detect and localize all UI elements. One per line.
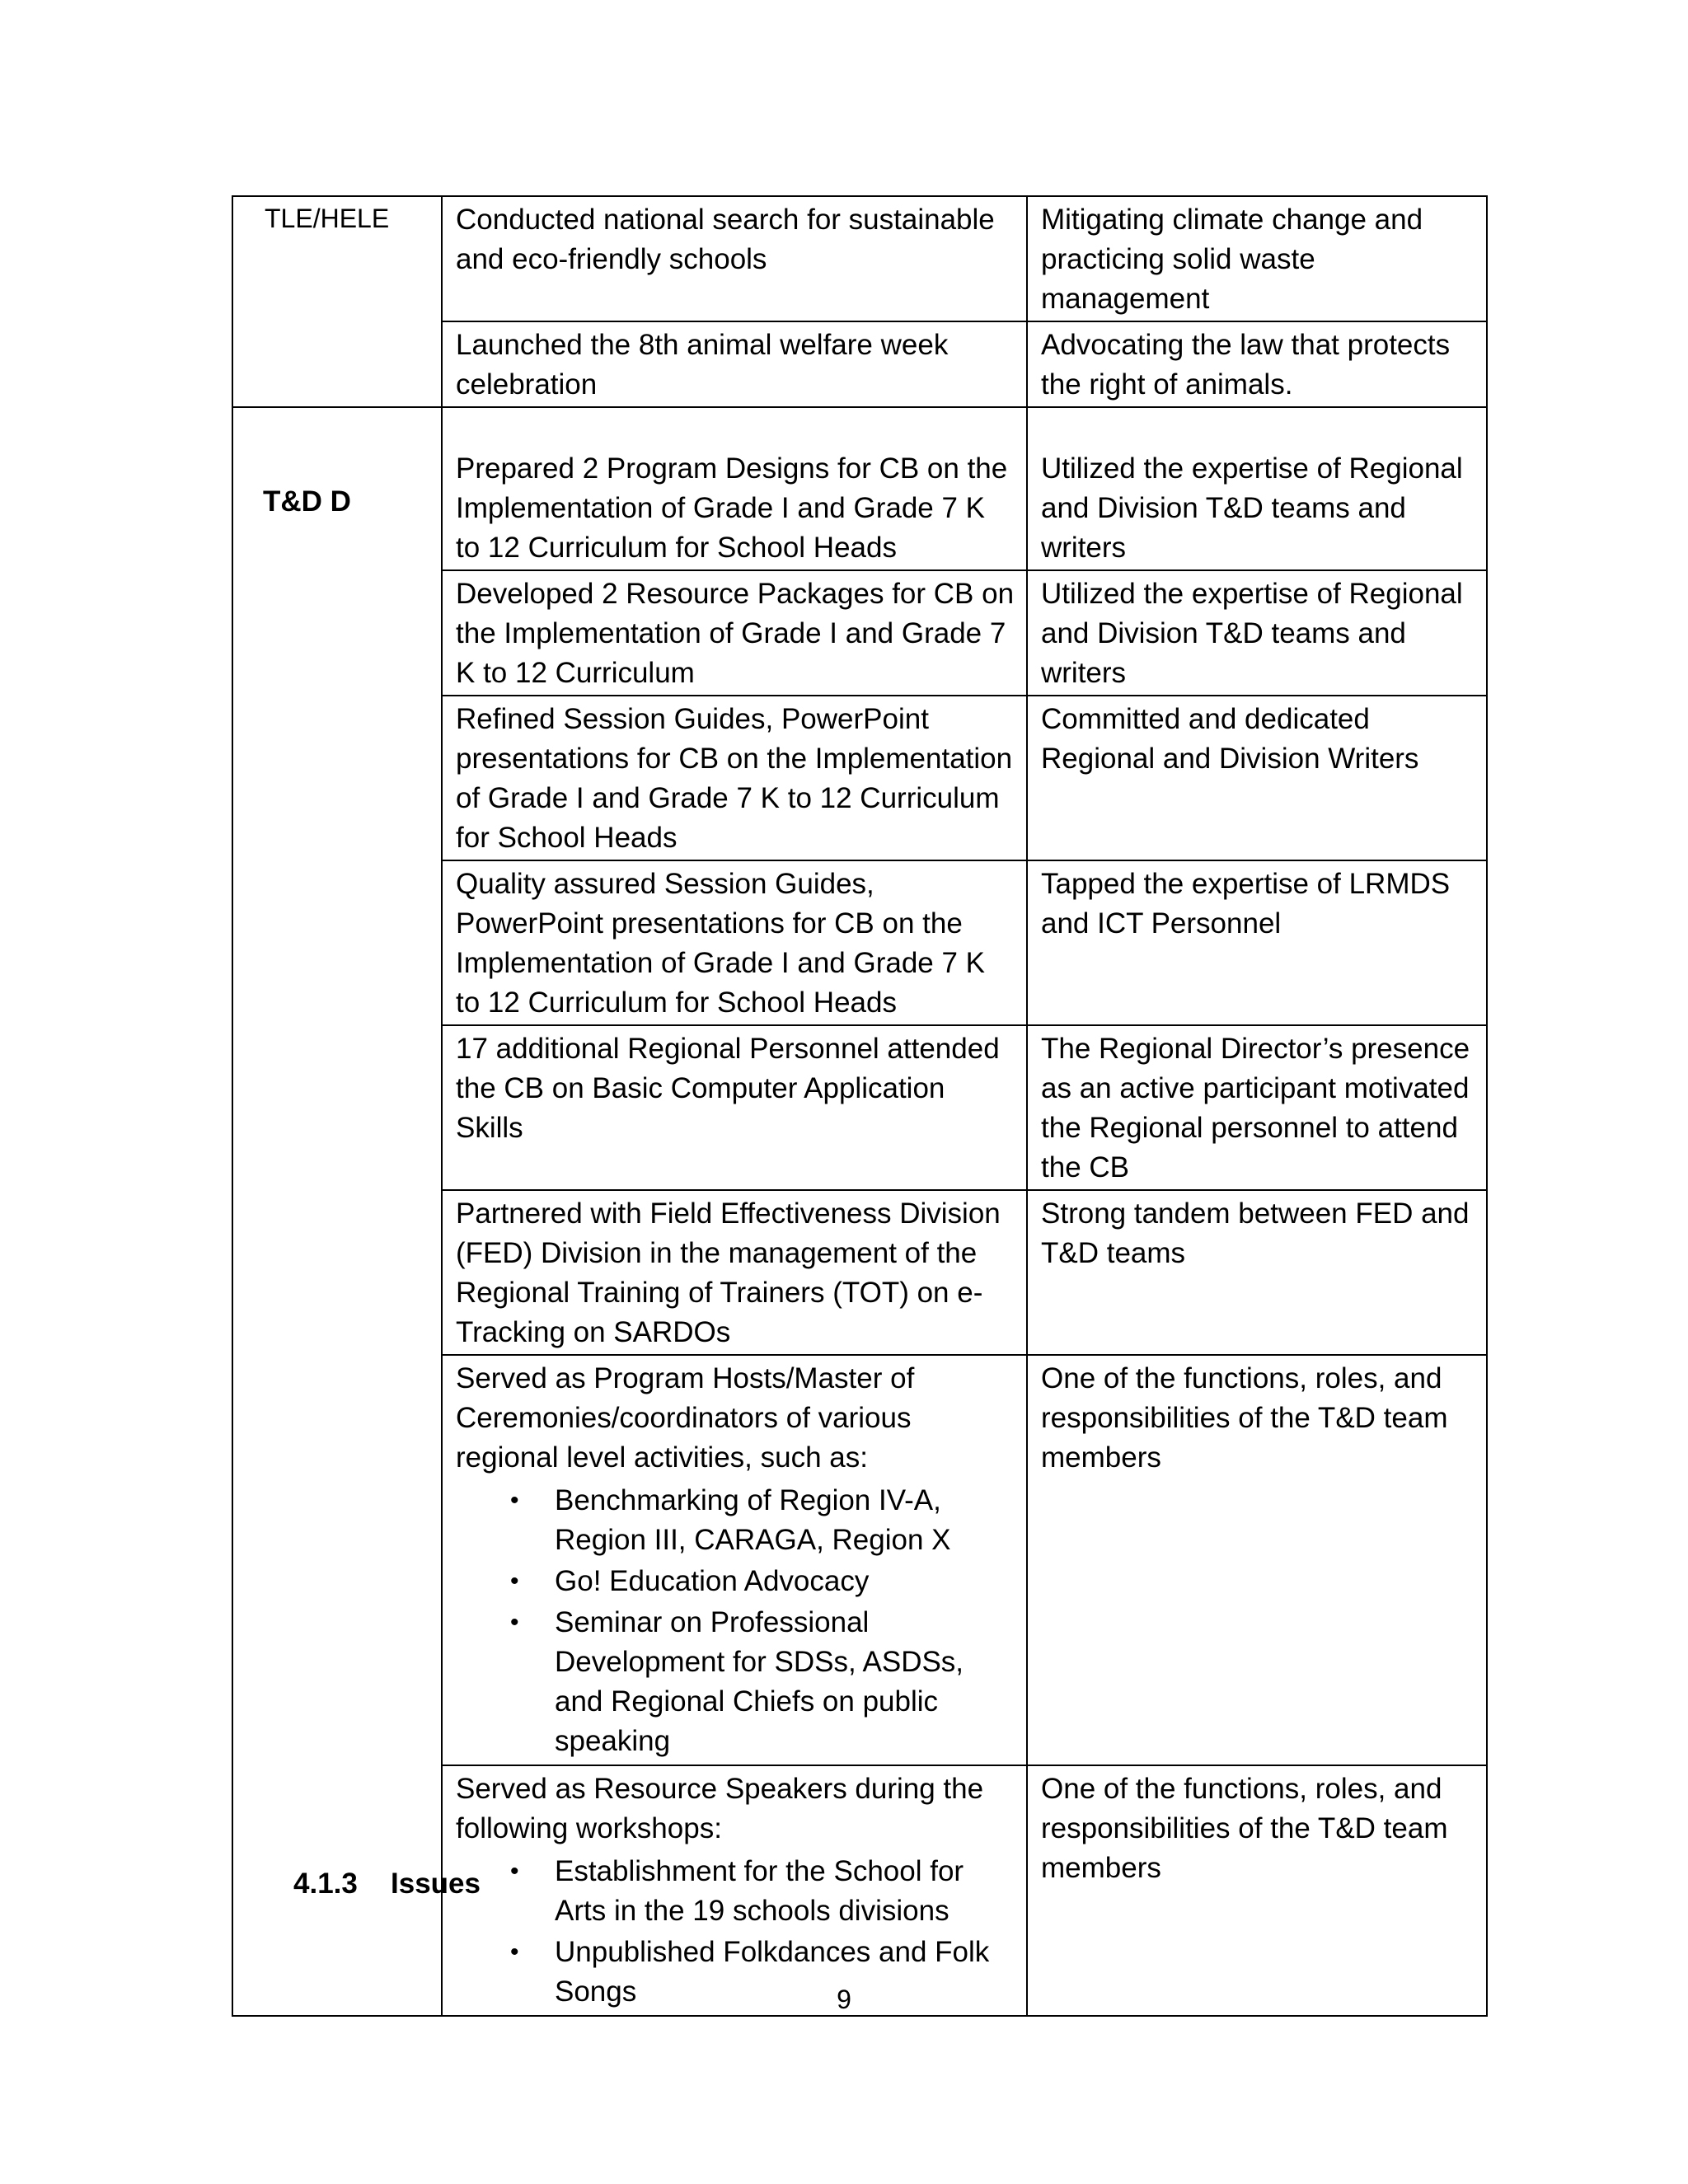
accomplishment-cell xyxy=(442,1025,1027,1190)
list-item-text: Seminar on Professional Development for SDSs, ASDSs, and Regional Chiefs on public speaking xyxy=(555,1606,964,1757)
dept-cell-tdd xyxy=(232,407,442,2016)
accomplishment-text: Served as Program Hosts/Master of Ceremonies/coordinators of various regional level activities, such as: xyxy=(456,1362,915,1474)
list-item-text: Unpublished Folkdances and Folk Songs xyxy=(555,1936,990,2008)
facilitating-factor-text: The Regional Director’s presence as an active participant motivated the Regional personnel to attend the CB xyxy=(1041,1033,1470,1183)
facilitating-factor-cell xyxy=(1027,1765,1487,2016)
facilitating-factor-text: One of the functions, roles, and responsibilities of the T&D team members xyxy=(1041,1773,1448,1884)
list-item xyxy=(510,1481,1015,1560)
accomplishment-cell xyxy=(442,1765,1027,2016)
bullet-icon: • xyxy=(510,1568,519,1595)
section-number: 4.1.3 xyxy=(293,1868,358,1900)
accomplishment-text: Refined Session Guides, PowerPoint presentations for CB on the Implementation of Grade I and Grade 7 K to 12 Curriculum for School Heads xyxy=(456,703,1013,854)
accomplishment-cell xyxy=(442,1190,1027,1355)
accomplishment-cell xyxy=(442,1355,1027,1765)
section-title: Issues xyxy=(391,1868,481,1900)
facilitating-factor-text: Tapped the expertise of LRMDS and ICT Personnel xyxy=(1041,868,1451,940)
dept-cell-tle-hele xyxy=(232,196,442,407)
facilitating-factor-cell xyxy=(1027,407,1487,570)
accomplishment-text: 17 additional Regional Personnel attended the CB on Basic Computer Application Skills xyxy=(456,1033,1000,1144)
accomplishment-cell xyxy=(442,321,1027,407)
facilitating-factor-cell xyxy=(1027,321,1487,407)
bullet-icon: • xyxy=(510,1487,519,1514)
facilitating-factor-text: Utilized the expertise of Regional and Division T&D teams and writers xyxy=(1041,578,1463,689)
facilitating-factor-cell xyxy=(1027,1025,1487,1190)
accomplishment-text: Conducted national search for sustainable and eco-friendly schools xyxy=(456,204,995,275)
page-number: 9 xyxy=(837,1985,851,2014)
accomplishment-text: Quality assured Session Guides, PowerPoint presentations for CB on the Implementation of Grade I and Grade 7 K to 12 Curriculum for School Heads xyxy=(456,868,986,1019)
facilitating-factor-cell xyxy=(1027,860,1487,1025)
list-item-text: Go! Education Advocacy xyxy=(555,1565,870,1597)
accomplishment-cell xyxy=(442,860,1027,1025)
table-row xyxy=(232,407,1487,570)
list-item xyxy=(510,1562,1015,1601)
facilitating-factor-text: Utilized the expertise of Regional and Division T&D teams and writers xyxy=(1041,452,1463,564)
section-heading xyxy=(293,1864,481,1904)
accomplishment-text: Served as Resource Speakers during the following workshops: xyxy=(456,1773,984,1844)
bullet-icon: • xyxy=(510,1609,519,1636)
accomplishment-cell xyxy=(442,696,1027,860)
facilitating-factor-text: Mitigating climate change and practicing solid waste management xyxy=(1041,204,1423,315)
facilitating-factor-cell xyxy=(1027,196,1487,321)
accomplishment-text: Partnered with Field Effectiveness Division (FED) Division in the management of the Regional Training of Trainers (TOT) on e-Tracking on SARDOs xyxy=(456,1197,1001,1348)
accomplishment-text: Developed 2 Resource Packages for CB on the Implementation of Grade I and Grade 7 K to 12 Curriculum xyxy=(456,578,1015,689)
accomplishment-cell xyxy=(442,407,1027,570)
list-item-text: Benchmarking of Region IV-A, Region III, CARAGA, Region X xyxy=(555,1484,951,1556)
facilitating-factor-cell xyxy=(1027,570,1487,696)
dept-label: T&D D xyxy=(263,485,351,518)
bullet-icon: • xyxy=(510,1938,519,1966)
accomplishment-cell xyxy=(442,570,1027,696)
list-item xyxy=(510,1852,1015,1931)
accomplishments-table xyxy=(232,195,1488,2017)
list-item xyxy=(510,1603,1015,1761)
facilitating-factor-cell xyxy=(1027,1190,1487,1355)
facilitating-factor-cell xyxy=(1027,1355,1487,1765)
facilitating-factor-text: Committed and dedicated Regional and Division Writers xyxy=(1041,703,1419,775)
bullet-icon: • xyxy=(510,1858,519,1885)
facilitating-factor-cell xyxy=(1027,696,1487,860)
facilitating-factor-text: One of the functions, roles, and responsibilities of the T&D team members xyxy=(1041,1362,1448,1474)
accomplishment-text: Launched the 8th animal welfare week celebration xyxy=(456,329,949,401)
dept-label: TLE/HELE xyxy=(265,204,390,233)
facilitating-factor-text: Advocating the law that protects the right of animals. xyxy=(1041,329,1451,401)
accomplishment-text: Prepared 2 Program Designs for CB on the Implementation of Grade I and Grade 7 K to 12 Curriculum for School Heads xyxy=(456,452,1008,564)
bullet-list xyxy=(456,1481,1015,1761)
accomplishment-cell xyxy=(442,196,1027,321)
table-row xyxy=(232,196,1487,321)
list-item-text: Establishment for the School for Arts in the 19 schools divisions xyxy=(555,1855,964,1927)
facilitating-factor-text: Strong tandem between FED and T&D teams xyxy=(1041,1197,1470,1269)
